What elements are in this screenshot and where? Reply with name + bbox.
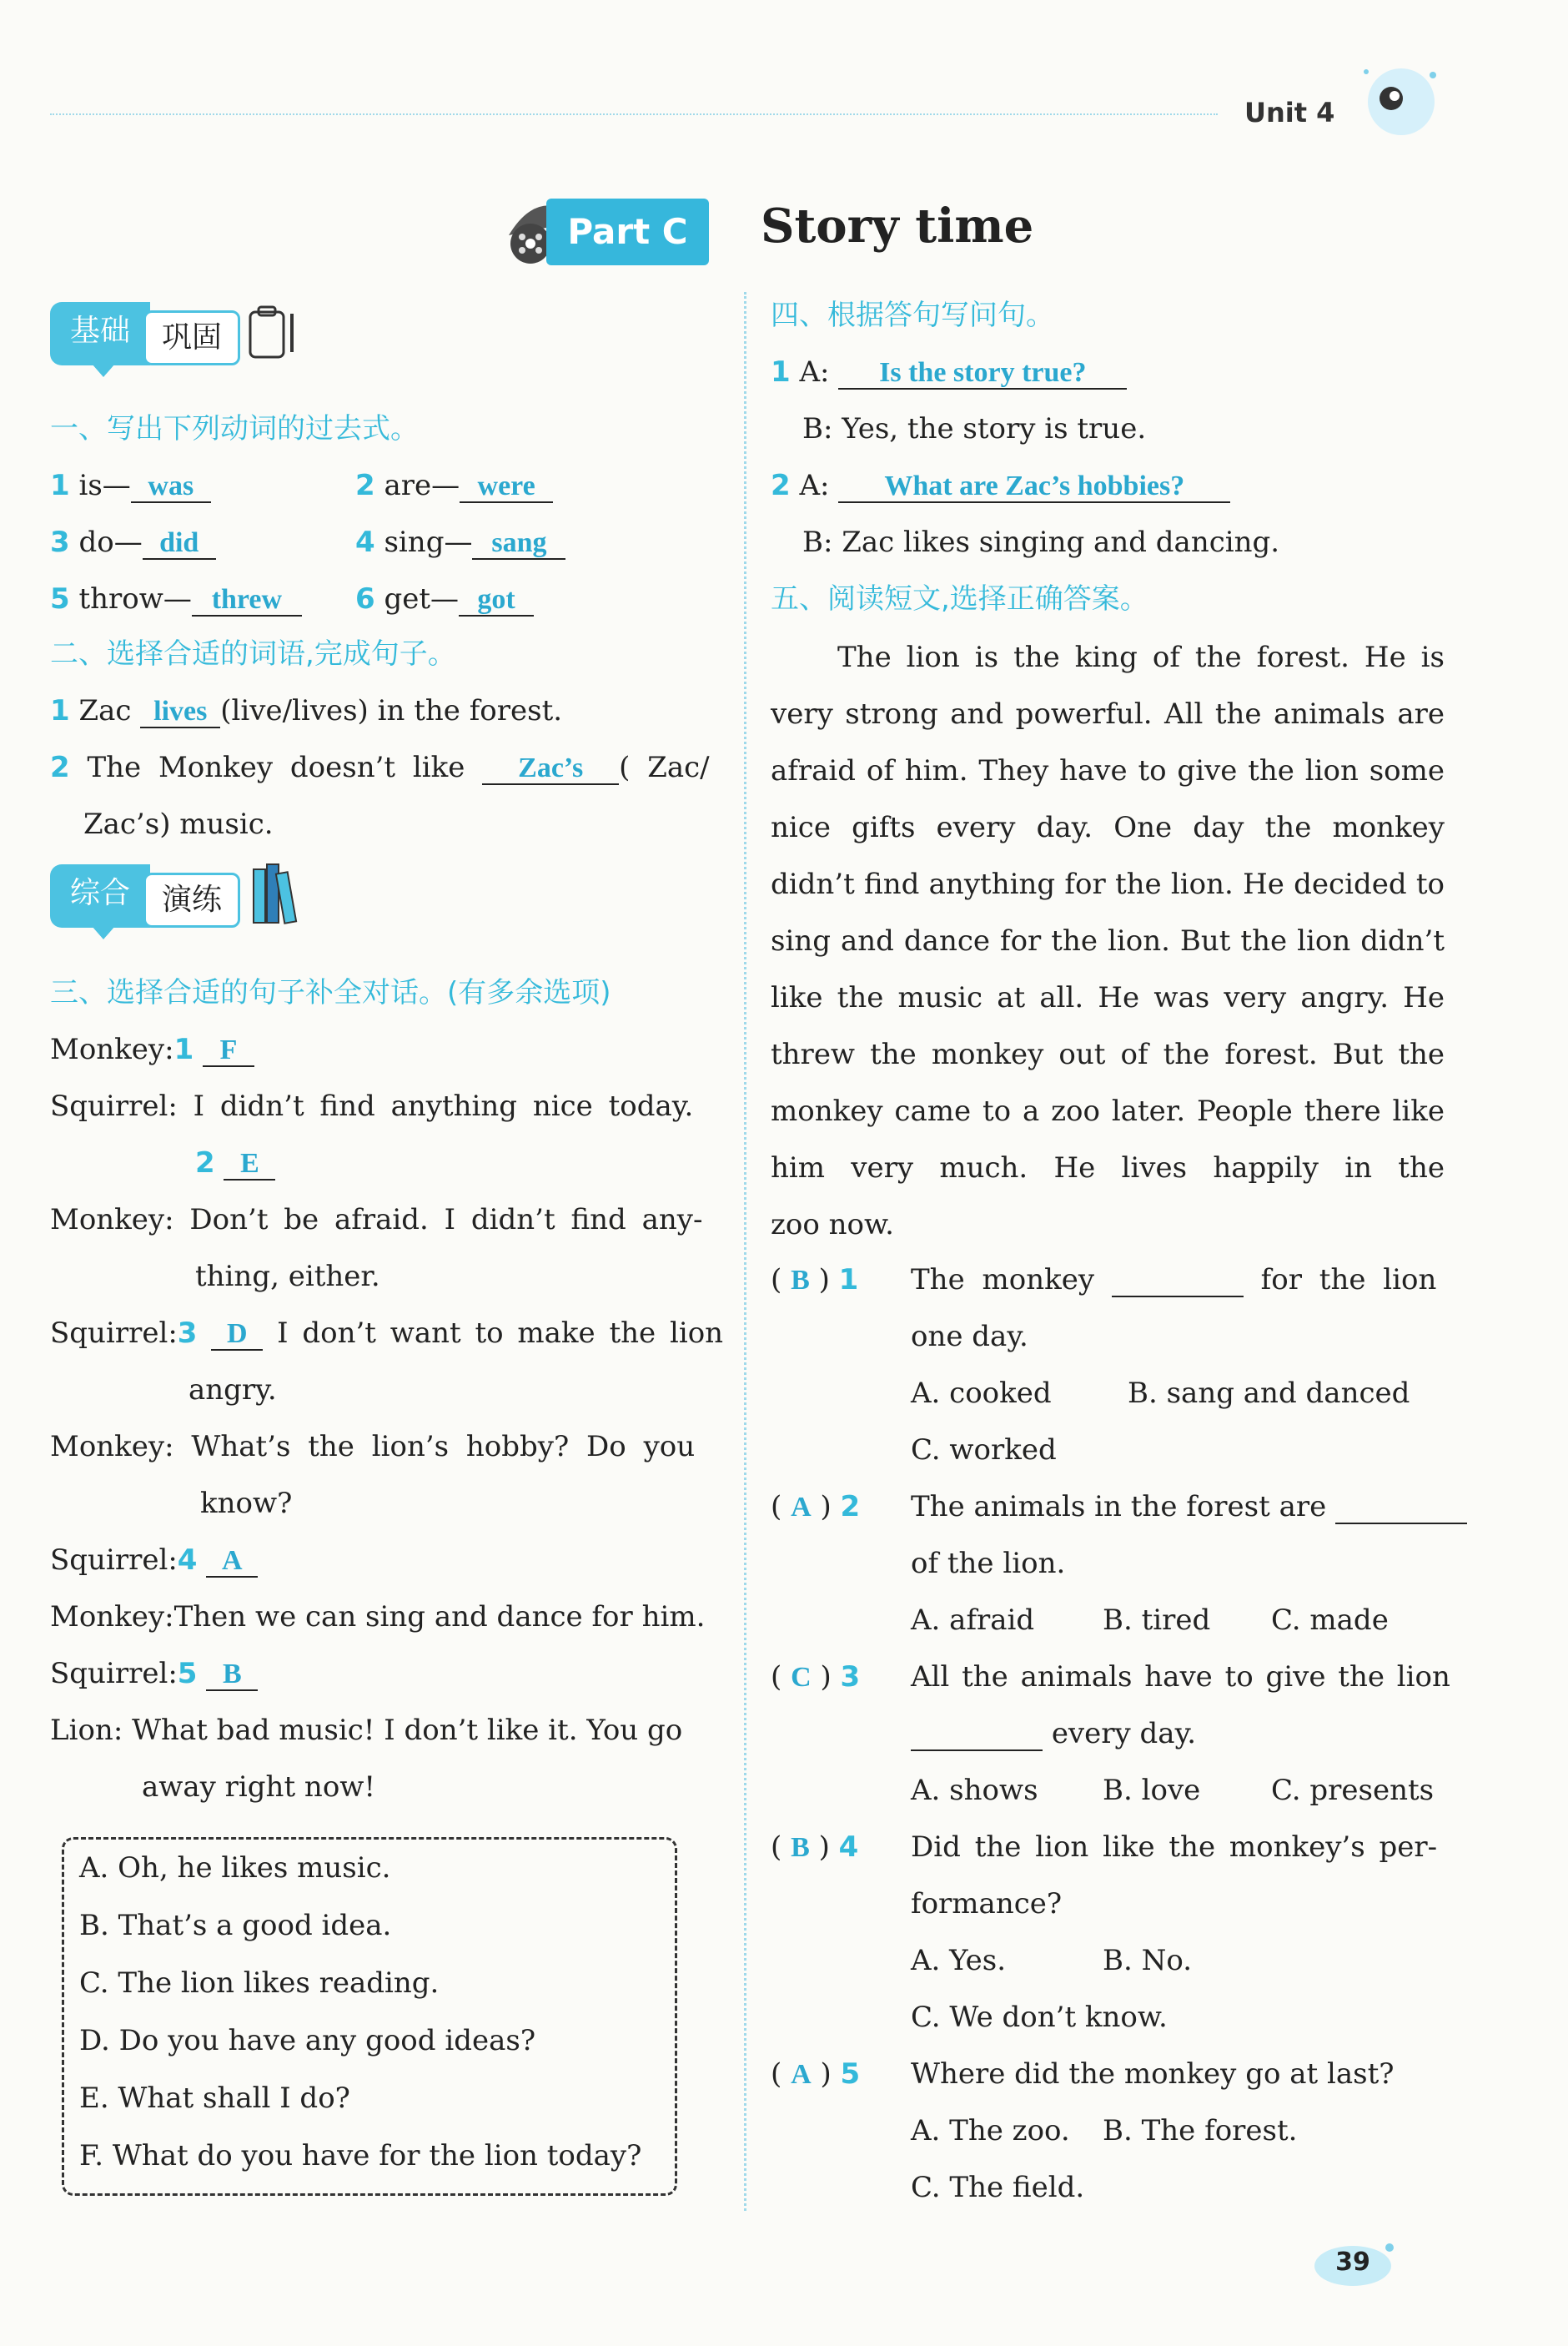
mc-q4-cont: formance? — [911, 1887, 1063, 1921]
sec1-item-2: 2 are— were — [355, 467, 553, 504]
page-number: 39 — [1335, 2248, 1370, 2277]
dialogue-8: Monkey:Then we can sing and dance for him. — [50, 1600, 706, 1634]
option-d: D. Do you have any good ideas? — [79, 2024, 536, 2057]
dialogue-7: Squirrel:4 A — [50, 1542, 258, 1578]
section-5-heading: 五、阅读短文,选择正确答案。 — [771, 582, 1148, 616]
sec2-q2: 2 The Monkey doesn’t like Zac’s ( Zac/ — [50, 751, 710, 784]
section-3-heading: 三、选择合适的句子补全对话。(有多余选项) — [50, 976, 611, 1009]
mc-q5-opt-a: A. The zoo. — [911, 2114, 1070, 2147]
sec1-item-3: 3 do— did — [50, 524, 216, 561]
mc-q4-text: Did the lion like the monkey’s per- — [911, 1830, 1438, 1864]
badge-comp-right: 演练 — [143, 873, 240, 928]
mc-q4-opt-b: B. No. — [1103, 1944, 1193, 1977]
sec4-q2-b: B: Zac likes singing and dancing. — [802, 526, 1280, 559]
dialogue-10: Lion: What bad music! I don’t like it. You go — [50, 1714, 683, 1747]
passage-line: didn’t find anything for the lion. He decided to — [771, 868, 1445, 901]
passage-line: like the music at all. He was very angry. He — [771, 981, 1445, 1014]
mc-answer: C — [791, 1662, 812, 1693]
mc-q3-text: All the animals have to give the lion — [911, 1660, 1450, 1694]
mc-q5-text: Where did the monkey go at last? — [911, 2057, 1395, 2091]
option-a: A. Oh, he likes music. — [79, 1851, 391, 1885]
mc-q3-cont: every day. — [911, 1715, 1196, 1752]
answer-blank: Is the story true? — [838, 358, 1127, 390]
mc-q5-opt-c: C. The field. — [911, 2171, 1085, 2204]
passage-line: zoo now. — [771, 1208, 894, 1241]
answer-blank: B — [206, 1659, 258, 1691]
dialogue-5-cont: angry. — [188, 1373, 277, 1407]
answer-blank: did — [143, 528, 216, 560]
badge-basic — [50, 302, 242, 369]
column-divider — [744, 292, 746, 2211]
header-rule — [50, 113, 1218, 115]
mc-q2-cont: of the lion. — [911, 1547, 1066, 1580]
answer-blank: got — [459, 585, 534, 617]
answer-blank: A — [206, 1546, 258, 1578]
answer-blank: were — [460, 471, 553, 503]
mc-q1-cont: one day. — [911, 1320, 1028, 1353]
answer-blank: What are Zac’s hobbies? — [838, 471, 1230, 503]
dialogue-6-cont: know? — [200, 1487, 293, 1520]
mc-q1-opt-b: B. sang and danced — [1128, 1377, 1410, 1410]
mc-q3-opt-c: C. presents — [1271, 1774, 1435, 1807]
mc-q2-opt-c: C. made — [1271, 1603, 1389, 1637]
reading-passage — [771, 629, 1445, 1253]
part-c-banner — [500, 199, 709, 265]
answer-blank: E — [224, 1149, 275, 1181]
books-icon — [250, 861, 309, 928]
mc-q5: ( A ) 5 — [771, 2057, 861, 2091]
mc-answer: A — [791, 2059, 812, 2090]
dialogue-2: Squirrel: I didn’t find anything nice today. — [50, 1090, 694, 1123]
option-c: C. The lion likes reading. — [79, 1966, 440, 2000]
mc-q1-opt-c: C. worked — [911, 1433, 1057, 1467]
mc-q2: ( A ) 2 — [771, 1490, 861, 1523]
badge-comprehensive — [50, 864, 242, 931]
passage-line: him very much. He lives happily in the — [771, 1151, 1445, 1185]
sec4-q1-b: B: Yes, the story is true. — [802, 412, 1147, 446]
sec2-q2-cont: Zac’s) music. — [83, 808, 274, 841]
answer-blank: threw — [192, 585, 302, 617]
mc-q2-opt-a: A. afraid — [911, 1603, 1035, 1637]
dialogue-9: Squirrel:5 B — [50, 1655, 258, 1692]
mc-answer: A — [791, 1492, 812, 1523]
dialogue-5: Squirrel:3 D I don’t want to make the lion — [50, 1316, 724, 1350]
moon-decoration-icon — [1351, 50, 1451, 150]
sec2-q1: 1 Zac lives (live/lives) in the forest. — [50, 694, 563, 727]
answer-blank: Zac’s — [482, 753, 619, 785]
section-4-heading: 四、根据答句写问句。 — [771, 299, 1054, 332]
answer-blank: F — [203, 1035, 254, 1067]
option-e: E. What shall I do? — [79, 2082, 350, 2115]
mc-q4: ( B ) 4 — [771, 1830, 859, 1864]
option-f: F. What do you have for the lion today? — [79, 2139, 642, 2172]
dialogue-3: 2 E — [195, 1145, 275, 1181]
answer-blank: sang — [472, 528, 565, 560]
answer-blank: was — [131, 471, 211, 503]
passage-line: nice gifts every day. One day the monkey — [771, 811, 1445, 844]
part-label: Part C — [546, 199, 709, 265]
option-b: B. That’s a good idea. — [79, 1909, 392, 1942]
page-number-badge — [1309, 2236, 1401, 2289]
dialogue-1: Monkey:1 F — [50, 1031, 254, 1068]
passage-line: very strong and powerful. All the animals are — [771, 697, 1445, 731]
dialogue-10-cont: away right now! — [142, 1770, 376, 1804]
mc-q1-text: The monkey for the lion — [911, 1263, 1437, 1296]
sec1-item-1: 1 is— was — [50, 467, 211, 504]
options-box — [62, 1837, 677, 2196]
mc-q3-opt-a: A. shows — [911, 1774, 1038, 1807]
mc-q2-text: The animals in the forest are — [911, 1488, 1467, 1525]
mc-q1: ( B ) 1 — [771, 1263, 859, 1296]
sec1-item-5: 5 throw— threw — [50, 581, 302, 617]
mc-q4-opt-c: C. We don’t know. — [911, 2001, 1168, 2034]
dialogue-6: Monkey: What’s the lion’s hobby? Do you — [50, 1430, 696, 1463]
sec4-q1-a: 1 A: Is the story true? — [771, 354, 1127, 390]
mc-q1-opt-a: A. cooked — [911, 1377, 1052, 1410]
mc-q2-opt-b: B. tired — [1103, 1603, 1211, 1637]
sec4-q2-a: 2 A: What are Zac’s hobbies? — [771, 467, 1230, 504]
passage-line: The lion is the king of the forest. He is — [837, 641, 1445, 674]
mc-answer: B — [791, 1832, 810, 1863]
mc-answer: B — [791, 1265, 810, 1296]
sec1-item-4: 4 sing— sang — [355, 524, 565, 561]
badge-basic-left: 基础 — [50, 302, 150, 365]
section-1-heading: 一、写出下列动词的过去式。 — [50, 412, 419, 446]
badge-comp-left: 综合 — [50, 864, 150, 928]
section-2-heading: 二、选择合适的词语,完成句子。 — [50, 637, 456, 671]
clipboard-icon — [247, 302, 300, 362]
passage-line: monkey came to a zoo later. People there like — [771, 1095, 1445, 1128]
dialogue-4: Monkey: Don’t be afraid. I didn’t find any- — [50, 1203, 703, 1236]
answer-blank: lives — [140, 697, 220, 728]
mc-q3: ( C ) 3 — [771, 1660, 861, 1694]
mc-q4-opt-a: A. Yes. — [911, 1944, 1007, 1977]
answer-blank: D — [211, 1319, 263, 1351]
page-title: Story time — [761, 199, 1034, 254]
passage-line: afraid of him. They have to give the lion some — [771, 754, 1445, 788]
badge-basic-right: 巩固 — [143, 310, 240, 365]
mc-q5-opt-b: B. The forest. — [1103, 2114, 1298, 2147]
mc-q3-opt-b: B. love — [1103, 1774, 1201, 1807]
passage-line: sing and dance for the lion. But the lion didn’t — [771, 924, 1445, 958]
sec1-item-6: 6 get— got — [355, 581, 534, 617]
passage-line: threw the monkey out of the forest. But the — [771, 1038, 1445, 1071]
dialogue-4-cont: thing, either. — [195, 1260, 380, 1293]
unit-label: Unit 4 — [1244, 97, 1335, 128]
